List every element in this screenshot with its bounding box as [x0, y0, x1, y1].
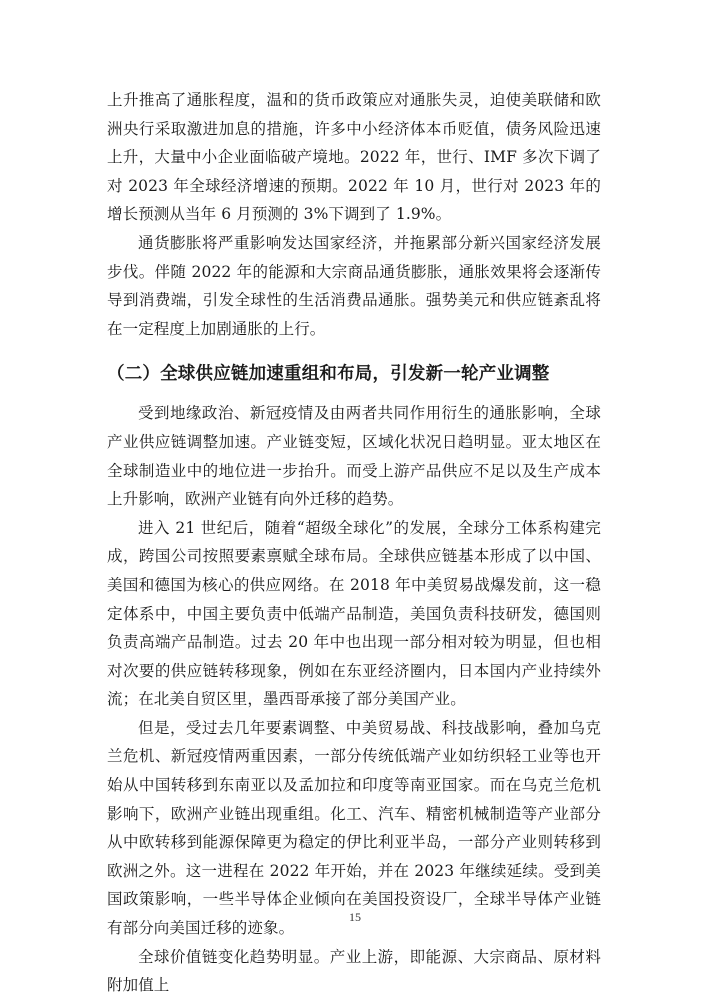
- paragraph-inflation-impact: 通货膨胀将严重影响发达国家经济，并拖累部分新兴国家经济发展步伐。伴随 2022 年的能源和大宗商品通货膨胀，通胀效果将会逐渐传导到消费端，引发全球性的生活消费品通胀。强势美元和供应链紊乱将在一定程度上加剧通胀的上行。: [107, 233, 601, 338]
- paragraph-industry-relocation: 但是，受过去几年要素调整、中美贸易战、科技战影响，叠加乌克兰危机、新冠疫情两重因素，一部分传统低端产业如纺织轻工业等也开始从中国转移到东南亚以及孟加拉和印度等南亚国家。而在乌克兰危机影响下，欧洲产业链出现重组。化工、汽车、精密机械制造等产业部分从中欧转移到能源保障更为稳定的伊比利亚半岛，一部分产业则转移到欧洲之外。这一进程在 2022 年开始，并在 2023 年继续延续。受到美国政策影响，一些半导体企业倾向在美国投资设厂，全球半导体产业链有部分向美国迁移的迹象。: [107, 718, 601, 938]
- section-heading: （二）全球供应链加速重组和布局，引发新一轮产业调整: [107, 364, 550, 385]
- document-body: [107, 86, 601, 1000]
- paragraph-inflation-continued: 上升推高了通胀程度，温和的货币政策应对通胀失灵，迫使美联储和欧洲央行采取激进加息的措施，许多中小经济体本币贬值，债务风险迅速上升，大量中小企业面临破产境地。2022 年，世行、IMF 多次下调了对 2023 年全球经济增速的预期。2022 年 10 月，世行对 2023 年的增长预测从当年 6 月预测的 3%下调到了 1.9%。: [107, 91, 601, 224]
- page-number: 15: [349, 910, 361, 924]
- paragraph-value-chain: 全球价值链变化趋势明显。产业上游，即能源、大宗商品、原材料附加值上: [107, 947, 601, 995]
- paragraph-supply-chain-adjustment: 受到地缘政治、新冠疫情及由两者共同作用衍生的通胀影响，全球产业供应链调整加速。产业链变短，区域化状况日趋明显。亚太地区在全球制造业中的地位进一步抬升。而受上游产品供应不足以及生产成本上升影响，欧洲产业链有向外迁移的趋势。: [107, 404, 601, 509]
- paragraph-globalization-history: 进入 21 世纪后，随着“超级全球化”的发展，全球分工体系构建完成，跨国公司按照要素禀赋全球布局。全球供应链基本形成了以中国、美国和德国为核心的供应网络。在 2018 年中美贸易战爆发前，这一稳定体系中，中国主要负责中低端产品制造，美国负责科技研发，德国则负责高端产品制造。过去 20 年中也出现一部分相对较为明显，但也相对次要的供应链转移现象，例如在东亚经济圈内，日本国内产业持续外流；在北美自贸区里，墨西哥承接了部分美国产业。: [107, 518, 601, 709]
